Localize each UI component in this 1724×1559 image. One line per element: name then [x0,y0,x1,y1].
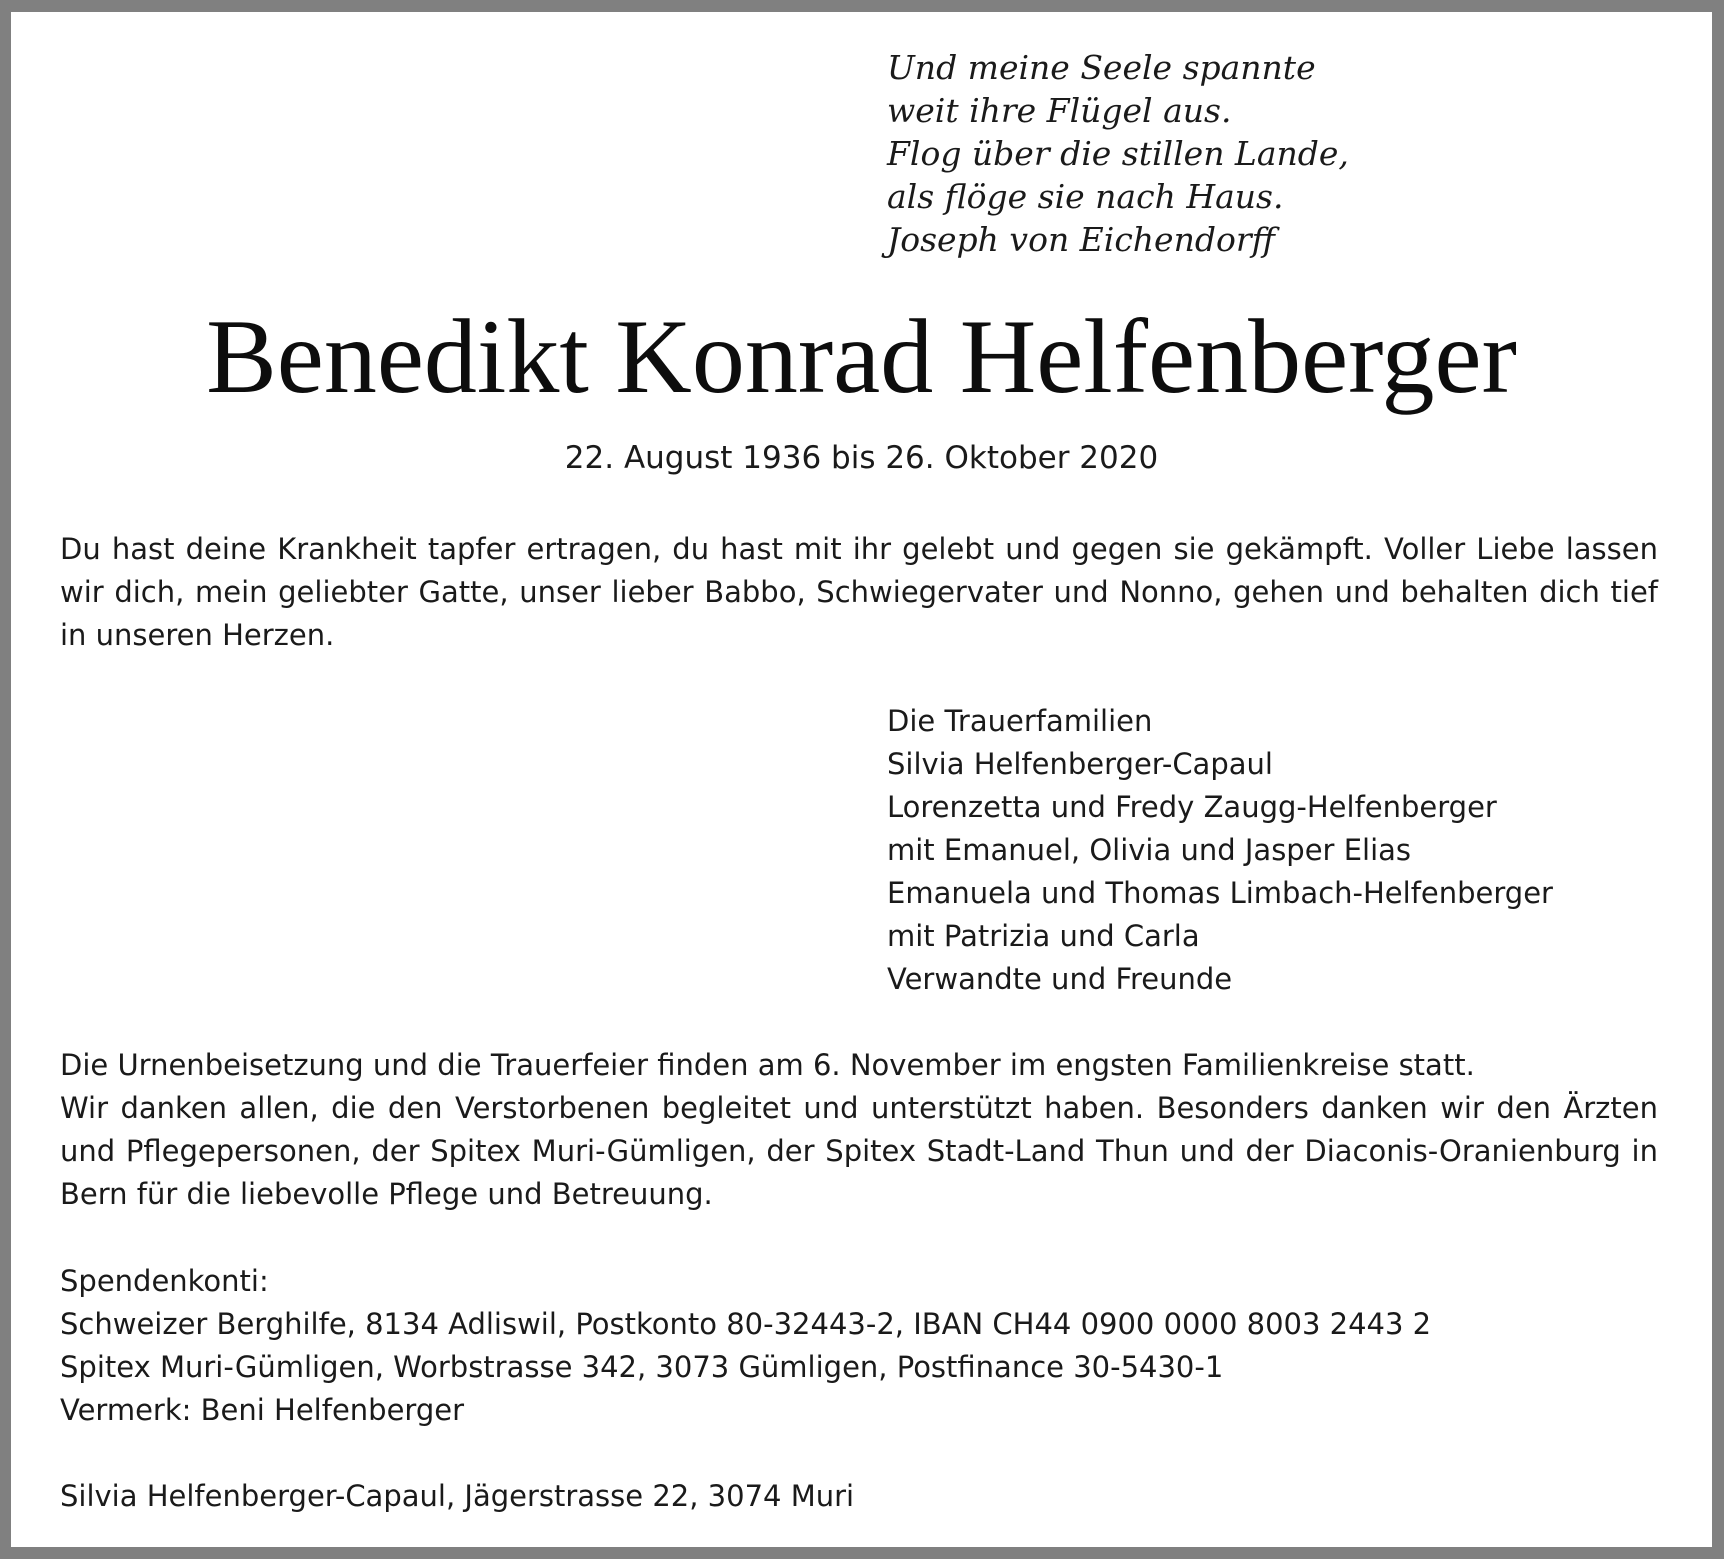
contact-address: Silvia Helfenberger-Capaul, Jägerstrasse 22, 3074 Muri [60,1479,855,1513]
intro-paragraph: Du hast deine Krankheit tapfer ertragen, du hast mit ihr gelebt und gegen sie gekämpft. Voller Liebe lassen wir dich, mein geliebter Gatte, unser lieber Babbo, Schwiegervater und Nonno, gehen und behalten dich tief in unseren Herzen. [60,532,1658,652]
poem-quote [887,46,1349,261]
mourner-line: Verwandte und Freunde [887,962,1233,996]
obituary-notice [11,12,1712,1547]
deceased-name: Benedikt Konrad Helfenberger [206,298,1517,415]
ceremony-info: Die Urnenbeisetzung und die Trauerfeier finden am 6. November im engsten Familienkreise statt. [60,1048,1475,1082]
donation-note: Vermerk: Beni Helfenberger [60,1393,465,1427]
poem-author: Joseph von Eichendorff [887,220,1275,259]
mourner-line: Lorenzetta und Fredy Zaugg-Helfenberger [887,790,1497,824]
poem-line: als flöge sie nach Haus. [887,177,1284,216]
mourner-line: Silvia Helfenberger-Capaul [887,747,1273,781]
ceremony-paragraph [60,1044,1658,1216]
thanks-text: Wir danken allen, die den Verstorbenen begleitet und unterstützt haben. Besonders danken wir den Ärzten und Pflegepersonen, der Spitex Muri-Gümligen, der Spitex Stadt-Land Thun und der Diaconis-Oranienburg in Bern für die liebevolle Pflege und Betreuung. [60,1091,1658,1211]
mourners-list [887,700,1553,1001]
poem-line: weit ihre Flügel aus. [887,91,1232,130]
mourner-line: mit Patrizia und Carla [887,919,1200,953]
poem-line: Flog über die stillen Lande, [887,134,1349,173]
life-dates: 22. August 1936 bis 26. Oktober 2020 [564,440,1159,476]
donation-account-line: Spitex Muri-Gümligen, Worbstrasse 342, 3073 Gümligen, Postfinance 30-5430-1 [60,1350,1224,1384]
poem-line: Und meine Seele spannte [887,48,1316,87]
donations-heading: Spendenkonti: [60,1264,269,1298]
mourners-heading: Die Trauerfamilien [887,704,1153,738]
mourner-line: Emanuela und Thomas Limbach-Helfenberger [887,876,1553,910]
donation-accounts [60,1260,1431,1432]
mourner-line: mit Emanuel, Olivia und Jasper Elias [887,833,1412,867]
donation-account-line: Schweizer Berghilfe, 8134 Adliswil, Postkonto 80-32443-2, IBAN CH44 0900 0000 8003 2443 2 [60,1307,1432,1341]
